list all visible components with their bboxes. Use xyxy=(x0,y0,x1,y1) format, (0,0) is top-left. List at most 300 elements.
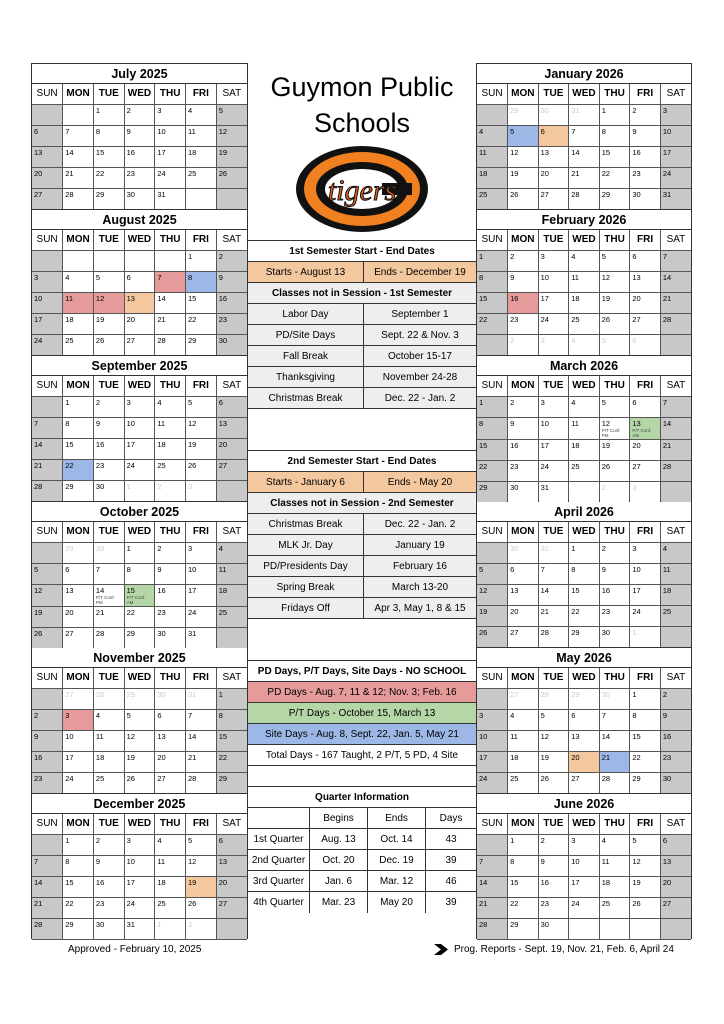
day-number: 8 xyxy=(188,272,193,282)
legend-title: PD Days, P/T Days, Site Days - NO SCHOOL xyxy=(248,661,476,682)
day-cell xyxy=(155,146,186,167)
day-number: 4 xyxy=(479,126,484,136)
day-cell xyxy=(630,584,661,605)
day-cell xyxy=(186,584,217,606)
day-number: 30 xyxy=(510,482,519,492)
quarter-cell: Jan. 6 xyxy=(310,871,368,891)
day-cell xyxy=(186,438,217,459)
day-number: 11 xyxy=(662,564,671,574)
day-cell xyxy=(124,584,155,606)
day-cell xyxy=(630,709,661,730)
day-cell xyxy=(569,104,600,125)
day-cell xyxy=(155,250,186,271)
day-number: 29 xyxy=(65,919,74,929)
day-number: 3 xyxy=(632,543,637,553)
day-number: 2 xyxy=(218,251,223,261)
day-cell xyxy=(124,459,155,480)
day-number: 19 xyxy=(540,752,549,762)
day-cell xyxy=(155,438,186,459)
day-number: 2 xyxy=(662,689,668,699)
day-cell xyxy=(155,876,186,897)
day-cell xyxy=(477,167,508,188)
day-cell xyxy=(630,271,661,292)
closed-value: February 16 xyxy=(393,560,447,572)
weekday-header: THU xyxy=(599,376,630,396)
day-number: 29 xyxy=(510,105,519,115)
day-number: 27 xyxy=(510,627,519,637)
day-cell xyxy=(599,104,630,125)
day-cell xyxy=(124,167,155,188)
day-number: 11 xyxy=(571,418,579,428)
day-note: P/T Conf. PM xyxy=(95,594,115,605)
day-cell xyxy=(93,146,124,167)
day-cell xyxy=(599,688,630,709)
day-number: 14 xyxy=(601,731,611,741)
day-number: 2 xyxy=(157,543,162,553)
day-number: 8 xyxy=(218,710,223,720)
weekday-header: FRI xyxy=(630,376,661,396)
day-number: 26 xyxy=(188,898,197,908)
day-cell xyxy=(93,730,124,751)
day-cell xyxy=(186,334,217,355)
day-number: 26 xyxy=(601,314,611,324)
day-note: P/T Conf. AM xyxy=(126,594,146,605)
day-cell xyxy=(216,250,247,271)
day-cell xyxy=(63,563,94,584)
day-cell xyxy=(599,188,630,209)
month-grid xyxy=(32,814,247,940)
day-cell xyxy=(63,834,94,855)
day-cell xyxy=(477,897,508,918)
day-cell xyxy=(124,563,155,584)
day-number: 13 xyxy=(126,293,135,303)
day-cell xyxy=(660,709,691,730)
closed-value: November 24-28 xyxy=(382,371,458,383)
day-number: 4 xyxy=(95,710,101,720)
day-number: 25 xyxy=(601,898,611,908)
day-number: 19 xyxy=(95,314,105,324)
day-number: 21 xyxy=(95,607,105,617)
day-number: 15 xyxy=(65,439,74,449)
day-number: 5 xyxy=(479,564,484,574)
quarter-header-cell: Days xyxy=(439,812,463,824)
closed-value: Dec. 22 - Jan. 2 xyxy=(384,392,456,404)
day-number: 25 xyxy=(662,606,672,616)
day-cell xyxy=(630,563,661,584)
day-cell xyxy=(216,334,247,355)
day-cell xyxy=(155,627,186,648)
school-name-line2: Schools xyxy=(313,108,411,138)
day-cell xyxy=(599,271,630,292)
day-cell xyxy=(660,481,691,502)
day-number: 6 xyxy=(632,335,637,345)
day-number: 18 xyxy=(95,752,105,762)
day-number: 8 xyxy=(632,710,637,720)
day-number: 23 xyxy=(95,898,105,908)
day-cell xyxy=(538,334,569,355)
day-number: 12 xyxy=(540,731,549,741)
quarter-title: Quarter Information xyxy=(248,787,476,808)
day-number: 29 xyxy=(479,482,488,492)
day-number: 15 xyxy=(188,293,197,303)
day-number: 4 xyxy=(157,397,162,407)
day-number: 9 xyxy=(95,856,101,866)
day-cell xyxy=(660,834,691,855)
day-cell xyxy=(538,772,569,793)
weekday-header: TUE xyxy=(538,230,569,250)
day-cell xyxy=(538,460,569,481)
day-cell xyxy=(508,730,539,751)
day-number: 3 xyxy=(540,251,545,261)
day-number: 19 xyxy=(601,440,611,450)
day-number: 29 xyxy=(632,773,641,783)
day-cell xyxy=(630,104,661,125)
day-cell xyxy=(660,460,691,481)
day-number: 29 xyxy=(65,543,74,553)
day-number: 14 xyxy=(157,293,166,303)
weekday-header: MON xyxy=(508,230,539,250)
sem2-closed-row xyxy=(248,598,476,619)
day-cell xyxy=(124,751,155,772)
day-cell xyxy=(569,855,600,876)
sem2-start: Starts - January 6 xyxy=(248,472,364,492)
day-number: 9 xyxy=(510,272,515,282)
day-number: 11 xyxy=(479,147,487,157)
day-number: 19 xyxy=(188,877,197,887)
day-cell xyxy=(186,751,217,772)
month-july-2025 xyxy=(31,63,248,209)
day-number: 20 xyxy=(662,877,672,887)
day-cell xyxy=(186,480,217,501)
month-grid xyxy=(477,668,691,794)
sem2-closed-title: Classes not in Session - 2nd Semester xyxy=(248,493,476,514)
day-number: 7 xyxy=(65,126,70,136)
day-number: 31 xyxy=(540,482,549,492)
day-cell xyxy=(32,271,63,292)
month-grid xyxy=(477,376,691,503)
day-cell xyxy=(660,584,691,605)
day-cell xyxy=(216,918,247,939)
day-cell xyxy=(32,417,63,438)
day-cell xyxy=(508,460,539,481)
day-cell xyxy=(599,605,630,626)
day-cell xyxy=(599,584,630,605)
day-number: 9 xyxy=(601,564,606,574)
day-cell xyxy=(63,250,94,271)
day-cell xyxy=(477,918,508,939)
weekday-header: FRI xyxy=(186,668,217,688)
day-number: 25 xyxy=(188,168,197,178)
day-cell xyxy=(477,104,508,125)
day-cell xyxy=(508,772,539,793)
day-cell xyxy=(569,481,600,502)
day-number: 4 xyxy=(65,272,70,282)
day-cell xyxy=(32,104,63,125)
day-cell xyxy=(63,730,94,751)
day-cell xyxy=(93,542,124,563)
day-cell xyxy=(216,688,247,709)
day-cell xyxy=(538,563,569,584)
day-cell xyxy=(508,439,539,460)
day-cell xyxy=(569,918,600,939)
day-number: 15 xyxy=(65,877,74,887)
day-cell xyxy=(477,834,508,855)
day-number: 30 xyxy=(540,105,549,115)
day-cell xyxy=(186,146,217,167)
month-title: June 2026 xyxy=(477,794,691,814)
legend-pd: PD Days - Aug. 7, 11 & 12; Nov. 3; Feb. 16 xyxy=(248,682,476,703)
day-cell xyxy=(508,542,539,563)
month-march-2026 xyxy=(476,355,692,501)
day-number: 3 xyxy=(126,397,131,407)
sem2-closed-row xyxy=(248,577,476,598)
day-cell xyxy=(630,250,661,271)
day-number: 15 xyxy=(218,731,228,741)
quarter-header-cell: Ends xyxy=(368,808,426,828)
day-number: 1 xyxy=(126,543,131,553)
day-cell xyxy=(216,834,247,855)
day-number: 30 xyxy=(662,773,672,783)
day-cell xyxy=(93,480,124,501)
closed-label: Christmas Break xyxy=(248,514,364,534)
day-cell xyxy=(569,897,600,918)
weekday-header: FRI xyxy=(186,376,217,396)
day-number: 22 xyxy=(65,898,74,908)
day-cell xyxy=(216,438,247,459)
day-cell xyxy=(538,313,569,334)
day-cell xyxy=(660,918,691,939)
day-number: 16 xyxy=(34,752,43,762)
day-cell xyxy=(599,481,630,502)
day-number: 13 xyxy=(34,147,43,157)
closed-value: Apr 3, May 1, 8 & 15 xyxy=(374,602,466,614)
day-number: 13 xyxy=(571,731,580,741)
sem2-end: Ends - May 20 xyxy=(364,472,476,492)
day-cell xyxy=(216,584,247,606)
day-number: 19 xyxy=(510,168,519,178)
day-number: 26 xyxy=(540,773,549,783)
day-cell xyxy=(599,250,630,271)
day-cell xyxy=(538,584,569,605)
weekday-header: SUN xyxy=(32,84,63,104)
day-cell xyxy=(538,104,569,125)
day-number: 3 xyxy=(65,710,70,720)
day-cell xyxy=(186,542,217,563)
day-number: 1 xyxy=(479,251,484,261)
day-cell xyxy=(660,313,691,334)
day-cell xyxy=(93,271,124,292)
day-cell xyxy=(569,626,600,647)
day-cell xyxy=(538,709,569,730)
day-number: 19 xyxy=(632,877,641,887)
day-number: 11 xyxy=(188,126,196,136)
day-number: 11 xyxy=(95,731,104,741)
day-cell xyxy=(630,730,661,751)
day-cell xyxy=(186,688,217,709)
day-cell xyxy=(630,334,661,355)
day-number: 2 xyxy=(188,919,193,929)
day-cell xyxy=(630,751,661,772)
day-number: 30 xyxy=(540,919,549,929)
quarter-cell: 4th Quarter xyxy=(248,892,310,913)
day-number: 1 xyxy=(95,105,101,115)
day-number: 11 xyxy=(601,856,610,866)
day-cell xyxy=(155,584,186,606)
day-number: 11 xyxy=(571,272,579,282)
day-number: 1 xyxy=(188,251,193,261)
day-number: 21 xyxy=(65,168,74,178)
day-number: 4 xyxy=(157,835,162,845)
day-number: 7 xyxy=(95,564,101,574)
day-cell xyxy=(599,167,630,188)
day-cell xyxy=(216,188,247,209)
day-cell xyxy=(186,271,217,292)
day-number: 27 xyxy=(65,628,74,638)
day-cell xyxy=(155,167,186,188)
day-cell xyxy=(93,188,124,209)
day-cell xyxy=(63,104,94,125)
day-number: 17 xyxy=(540,440,549,450)
weekday-header: WED xyxy=(569,522,600,542)
weekday-header: SUN xyxy=(32,814,63,834)
day-number: 4 xyxy=(571,397,576,407)
day-cell xyxy=(630,626,661,647)
day-number: 6 xyxy=(632,251,637,261)
day-cell xyxy=(508,188,539,209)
day-cell xyxy=(630,481,661,502)
day-cell xyxy=(32,313,63,334)
weekday-header: TUE xyxy=(538,814,569,834)
day-cell xyxy=(32,188,63,209)
weekday-header: SAT xyxy=(660,814,691,834)
day-number: 20 xyxy=(65,607,74,617)
day-cell xyxy=(93,438,124,459)
sem1-start: Starts - August 13 xyxy=(248,262,364,282)
day-cell xyxy=(93,709,124,730)
day-cell xyxy=(477,709,508,730)
day-number: 20 xyxy=(34,168,43,178)
day-cell xyxy=(93,918,124,939)
day-cell xyxy=(508,104,539,125)
quarter-cell: 46 xyxy=(445,875,457,887)
day-number: 17 xyxy=(479,752,488,762)
day-number: 2 xyxy=(157,481,162,491)
day-number: 12 xyxy=(601,272,611,282)
day-number: 4 xyxy=(218,543,223,553)
day-cell xyxy=(155,918,186,939)
weekday-header: MON xyxy=(63,668,94,688)
day-number: 24 xyxy=(126,460,135,470)
day-number: 16 xyxy=(601,585,611,595)
sem1-closed-row xyxy=(248,346,476,367)
day-cell xyxy=(32,855,63,876)
day-number: 16 xyxy=(95,439,105,449)
day-number: 6 xyxy=(126,272,131,282)
day-cell xyxy=(538,730,569,751)
day-number: 18 xyxy=(157,877,166,887)
day-number: 21 xyxy=(34,898,43,908)
day-number: 31 xyxy=(157,189,166,199)
weekday-header: FRI xyxy=(630,230,661,250)
day-number: 17 xyxy=(157,147,166,157)
day-number: 2 xyxy=(510,397,515,407)
day-cell xyxy=(32,563,63,584)
day-cell xyxy=(216,292,247,313)
day-number: 13 xyxy=(540,147,549,157)
day-cell xyxy=(32,396,63,417)
day-cell xyxy=(216,480,247,501)
quarter-cell: Dec. 19 xyxy=(368,850,426,870)
day-number: 11 xyxy=(65,293,73,303)
day-number: 31 xyxy=(126,919,135,929)
day-cell xyxy=(599,772,630,793)
day-number: 21 xyxy=(601,752,611,762)
day-cell xyxy=(63,584,94,606)
legend-pt: P/T Days - October 15, March 13 xyxy=(248,703,476,724)
day-cell xyxy=(155,688,186,709)
day-number: 19 xyxy=(188,439,197,449)
day-number: 12 xyxy=(510,147,519,157)
day-number: 3 xyxy=(188,543,193,553)
day-number: 14 xyxy=(571,147,580,157)
day-cell xyxy=(630,396,661,417)
day-number: 30 xyxy=(95,919,105,929)
day-cell xyxy=(124,146,155,167)
quarter-cell: Oct. 20 xyxy=(310,850,368,870)
day-number: 29 xyxy=(571,627,580,637)
day-cell xyxy=(216,709,247,730)
day-number: 12 xyxy=(95,293,105,303)
month-december-2025 xyxy=(31,793,248,939)
day-cell xyxy=(477,542,508,563)
weekday-header: WED xyxy=(124,668,155,688)
weekday-header: WED xyxy=(569,230,600,250)
day-cell xyxy=(569,563,600,584)
day-number: 16 xyxy=(632,147,641,157)
day-number: 28 xyxy=(601,773,611,783)
day-number: 11 xyxy=(157,418,166,428)
day-note: P/T Conf. PM xyxy=(601,427,621,438)
day-cell xyxy=(155,480,186,501)
sem2-dates xyxy=(248,472,476,493)
day-cell xyxy=(63,876,94,897)
month-title: November 2025 xyxy=(32,648,247,668)
day-cell xyxy=(124,709,155,730)
day-number: 17 xyxy=(126,439,135,449)
day-cell xyxy=(569,605,600,626)
day-cell xyxy=(155,188,186,209)
day-cell xyxy=(216,855,247,876)
day-number: 19 xyxy=(218,147,228,157)
weekday-header: MON xyxy=(508,668,539,688)
day-cell xyxy=(660,250,691,271)
day-number: 5 xyxy=(601,251,606,261)
day-number: 17 xyxy=(662,147,672,157)
day-number: 18 xyxy=(65,314,74,324)
day-number: 2 xyxy=(510,251,515,261)
day-number: 13 xyxy=(157,731,166,741)
day-cell xyxy=(569,396,600,417)
day-note: P/T Conf. AM xyxy=(632,427,652,438)
day-cell xyxy=(599,897,630,918)
day-number: 17 xyxy=(65,752,74,762)
progress-reports-note xyxy=(434,944,674,955)
day-number: 22 xyxy=(188,314,197,324)
day-cell xyxy=(508,481,539,502)
day-cell xyxy=(477,313,508,334)
day-number: 6 xyxy=(218,397,223,407)
day-number: 27 xyxy=(632,314,641,324)
